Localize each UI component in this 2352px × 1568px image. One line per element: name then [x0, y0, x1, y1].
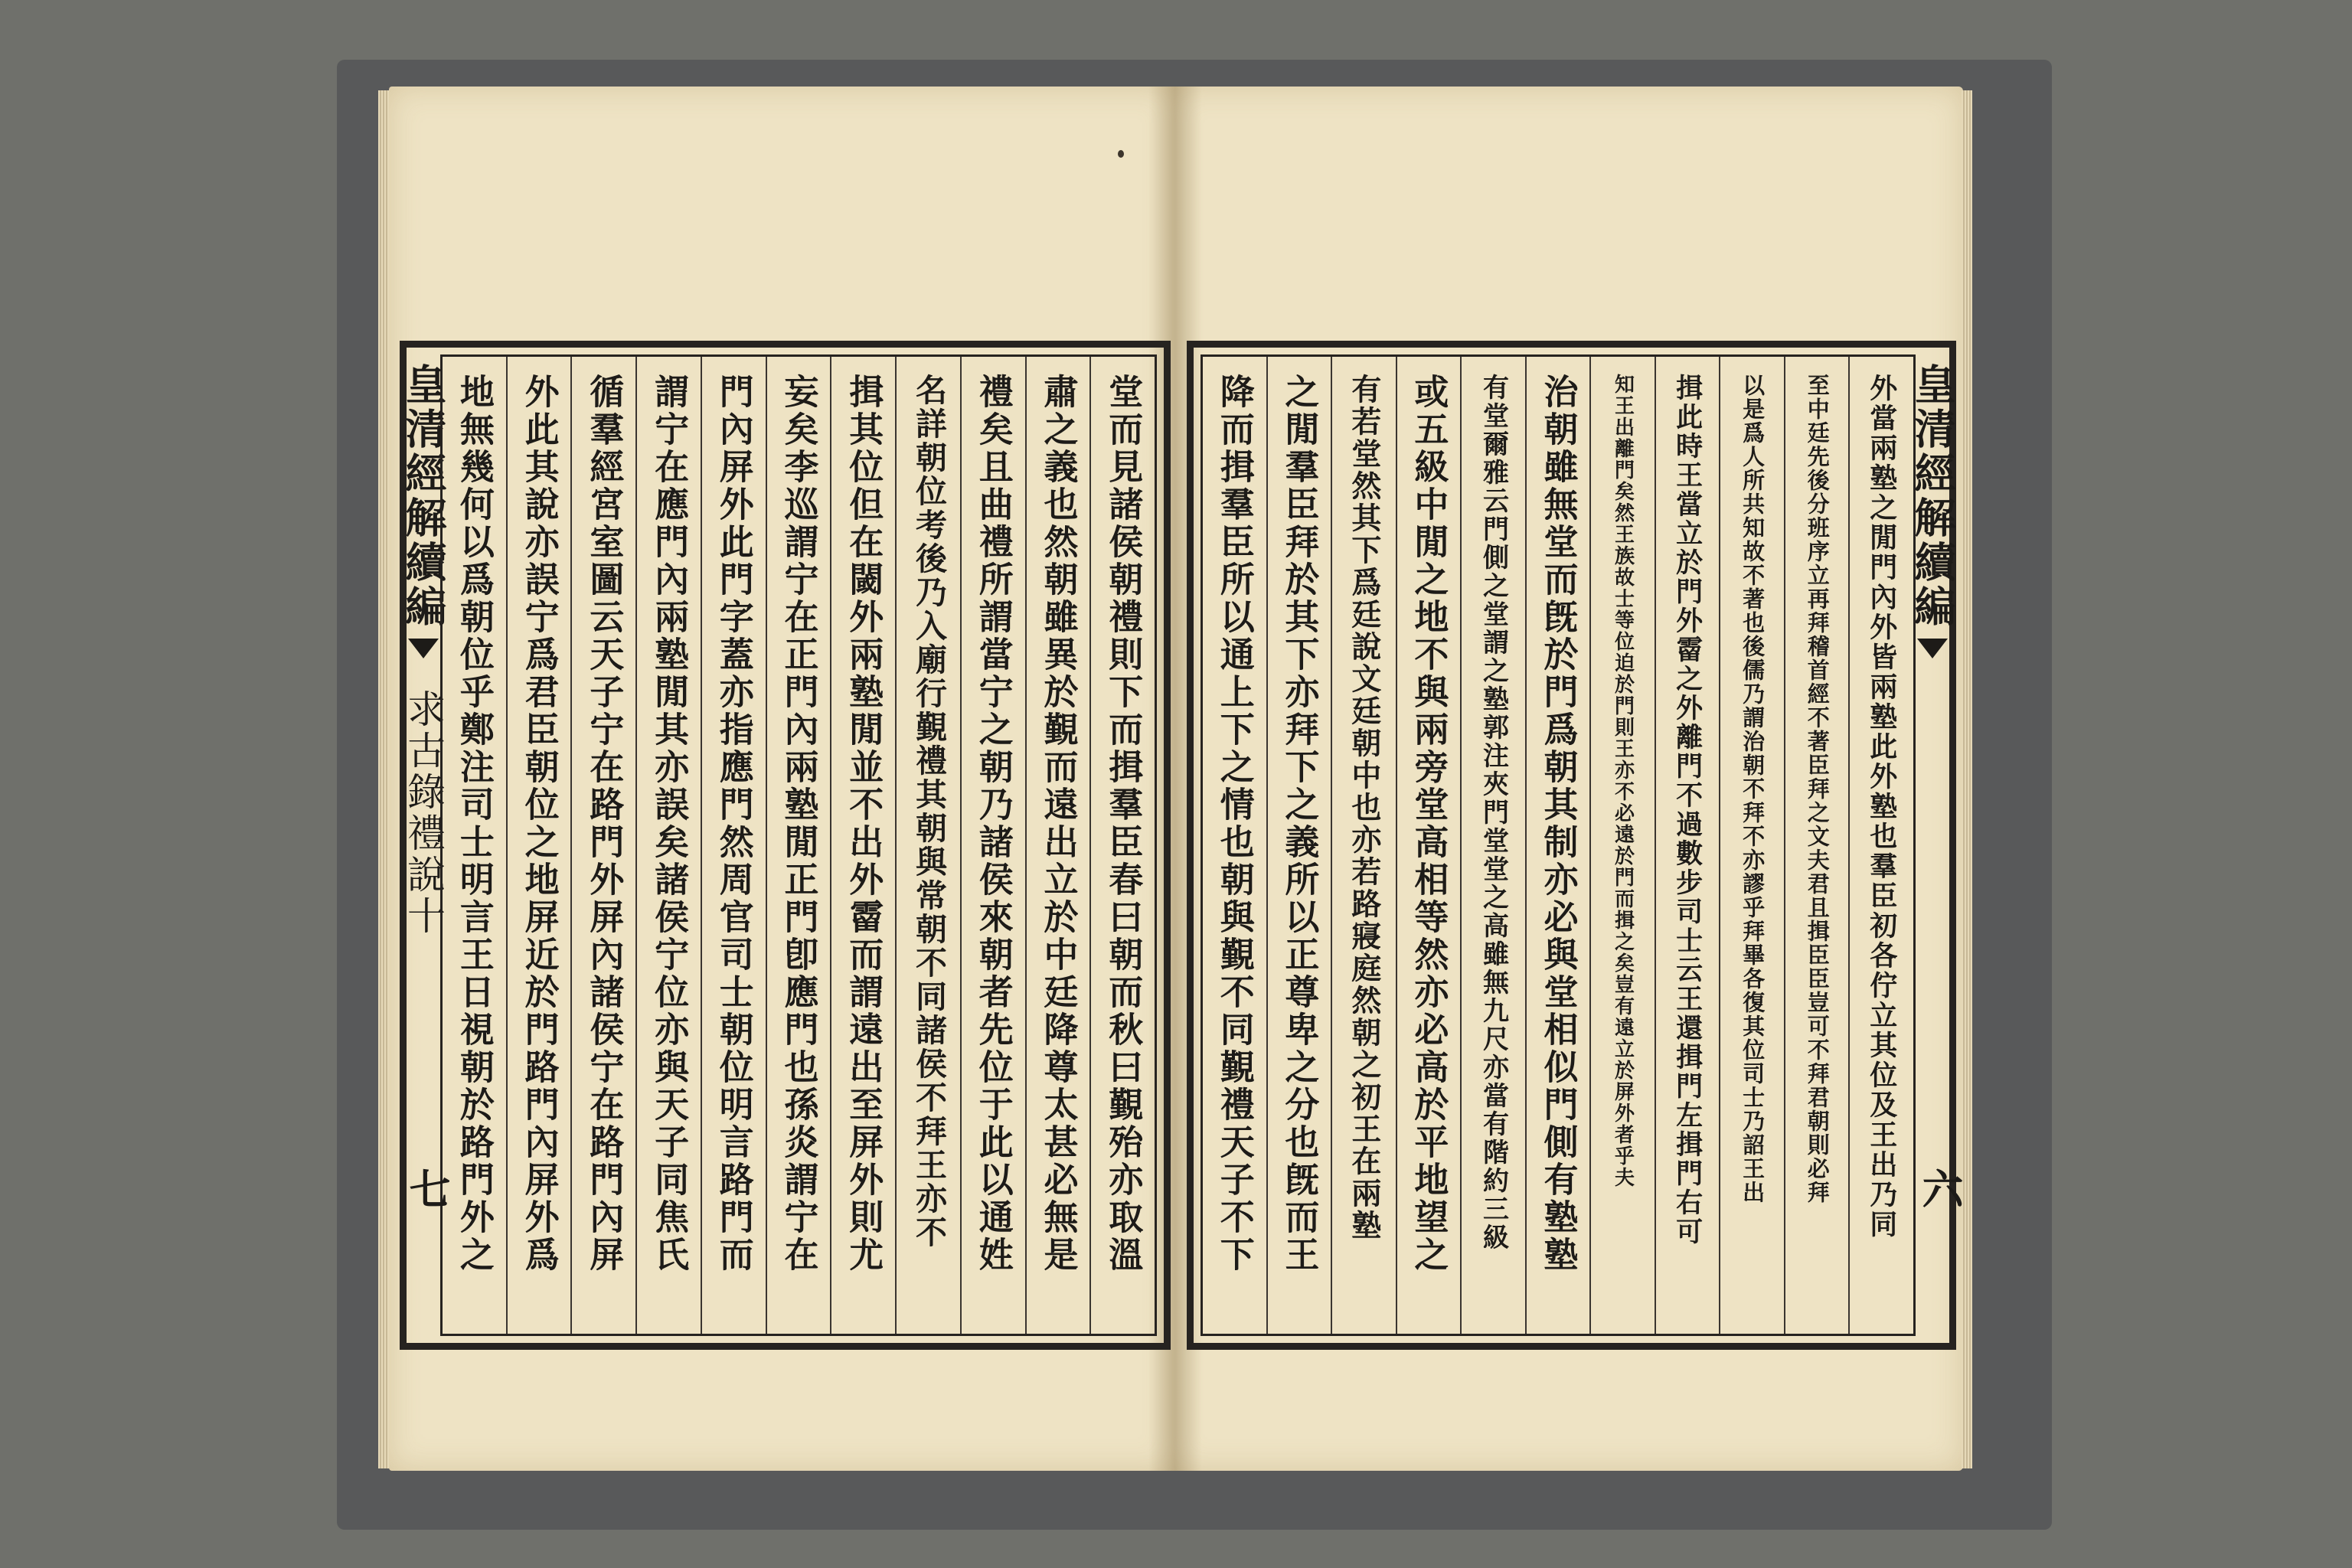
right-text-columns: [1203, 357, 1913, 1334]
text-column: [1396, 357, 1461, 1334]
column-text: 外當兩塾之閒門內外皆兩塾此外塾也羣臣初各佇立其位及王出乃同: [1865, 374, 1898, 1240]
left-inner-border: [440, 354, 1157, 1336]
text-column: [1525, 357, 1590, 1334]
text-column: [701, 357, 766, 1334]
left-page-edges: [378, 90, 389, 1468]
column-text: 循羣經宮室圖云天子宁在路門外屏內諸侯宁在路門內屏: [583, 374, 625, 1274]
column-text: 揖其位但在閾外兩塾閒並不出外霤而謂遠出至屏外則尤: [843, 374, 884, 1274]
right-spine-title: 皇清經解續編: [1908, 363, 1957, 629]
column-text: 名詳朝位考後乃入廟行覲禮其朝與常朝不同諸侯不拜王亦不: [910, 374, 947, 1250]
left-page-number: 七: [403, 1168, 452, 1209]
column-text: 以是爲人所共知故不著也後儒乃謂治朝不拜不亦謬乎拜畢各復其位司士乃詔王出: [1740, 374, 1766, 1204]
text-column: [960, 357, 1025, 1334]
text-column: [895, 357, 960, 1334]
text-column: [1848, 357, 1913, 1334]
text-column: [1203, 357, 1266, 1334]
text-column: [1589, 357, 1655, 1334]
column-text: 禮矣且曲禮所謂當宁之朝乃諸侯來朝者先位于此以通姓: [972, 374, 1014, 1274]
right-page-number: 六: [1916, 1168, 1965, 1209]
text-column: [635, 357, 701, 1334]
text-column: [1719, 357, 1784, 1334]
column-text: 謂宁在應門內兩塾閒其亦誤矣諸侯宁位亦與天子同焦氏: [648, 374, 690, 1274]
column-text: 知王出離門矣然王族故士等位迫於門則王亦不必遠於門而揖之矣豈有遠立於屏外者乎夫: [1611, 374, 1635, 1188]
left-spine-title: 皇清經解續編: [399, 363, 448, 629]
column-text: 肅之義也然朝雖異於覲而遠出立於中廷降尊太甚必無是: [1037, 374, 1079, 1274]
column-text: 妄矣李巡謂宁在正門內兩塾閒正門卽應門也孫炎謂宁在: [778, 374, 819, 1274]
column-text: 堂而見諸侯朝禮則下而揖羣臣春曰朝而秋曰覲殆亦取溫: [1102, 374, 1144, 1274]
column-text: 或五級中閒之地不與兩旁堂高相等然亦必高於平地望之: [1408, 374, 1449, 1274]
text-column: [506, 357, 571, 1334]
fish-tail-mark: [1917, 639, 1948, 658]
text-column: [570, 357, 635, 1334]
text-column: [830, 357, 895, 1334]
left-text-frame: [400, 341, 1171, 1350]
text-column: [1331, 357, 1396, 1334]
column-text: 外此其說亦誤宁爲君臣朝位之地屏近於門路門內屏外爲: [518, 374, 560, 1274]
column-text: 降而揖羣臣所以通上下之情也朝與覲不同覲禮天子不下: [1214, 374, 1255, 1274]
ink-mark: [1118, 150, 1124, 158]
column-text: 有堂爾雅云門側之堂謂之塾郭注夾門堂堂之高雖無九尺亦當有階約三級: [1478, 374, 1509, 1252]
text-column: [766, 357, 831, 1334]
fish-tail-mark: [408, 639, 439, 658]
right-inner-border: [1200, 354, 1916, 1336]
text-column: [1025, 357, 1090, 1334]
text-column: [1655, 357, 1720, 1334]
right-page-edges: [1962, 90, 1972, 1468]
column-text: 門內屏外此門字蓋亦指應門然周官司士朝位明言路門而: [713, 374, 754, 1274]
column-text: 有若堂然其下爲廷說文廷朝中也亦若路寢庭然朝之初王在兩塾: [1346, 374, 1382, 1242]
column-text: 治朝雖無堂而旣於門爲朝其制亦必與堂相似門側有塾塾: [1537, 374, 1579, 1274]
column-text: 至中廷先後分班序立再拜稽首經不著臣拜之文夫君且揖臣臣豈可不拜君朝則必拜: [1804, 374, 1831, 1204]
text-column: [1089, 357, 1155, 1334]
left-text-columns: [443, 357, 1155, 1334]
column-text: 之閒羣臣拜於其下亦拜下之義所以正尊卑之分也旣而王: [1279, 374, 1320, 1274]
text-column: [1784, 357, 1849, 1334]
column-text: 揖此時王當立於門外霤之外離門不過數步司士云王還揖門左揖門右可: [1671, 374, 1704, 1246]
column-text: 地無幾何以爲朝位乎鄭注司士明言王日視朝於路門外之: [453, 374, 495, 1274]
right-text-frame: [1187, 341, 1956, 1350]
text-column: [1460, 357, 1525, 1334]
text-column: [1266, 357, 1331, 1334]
left-spine-section: 求古錄禮說十: [401, 689, 446, 937]
